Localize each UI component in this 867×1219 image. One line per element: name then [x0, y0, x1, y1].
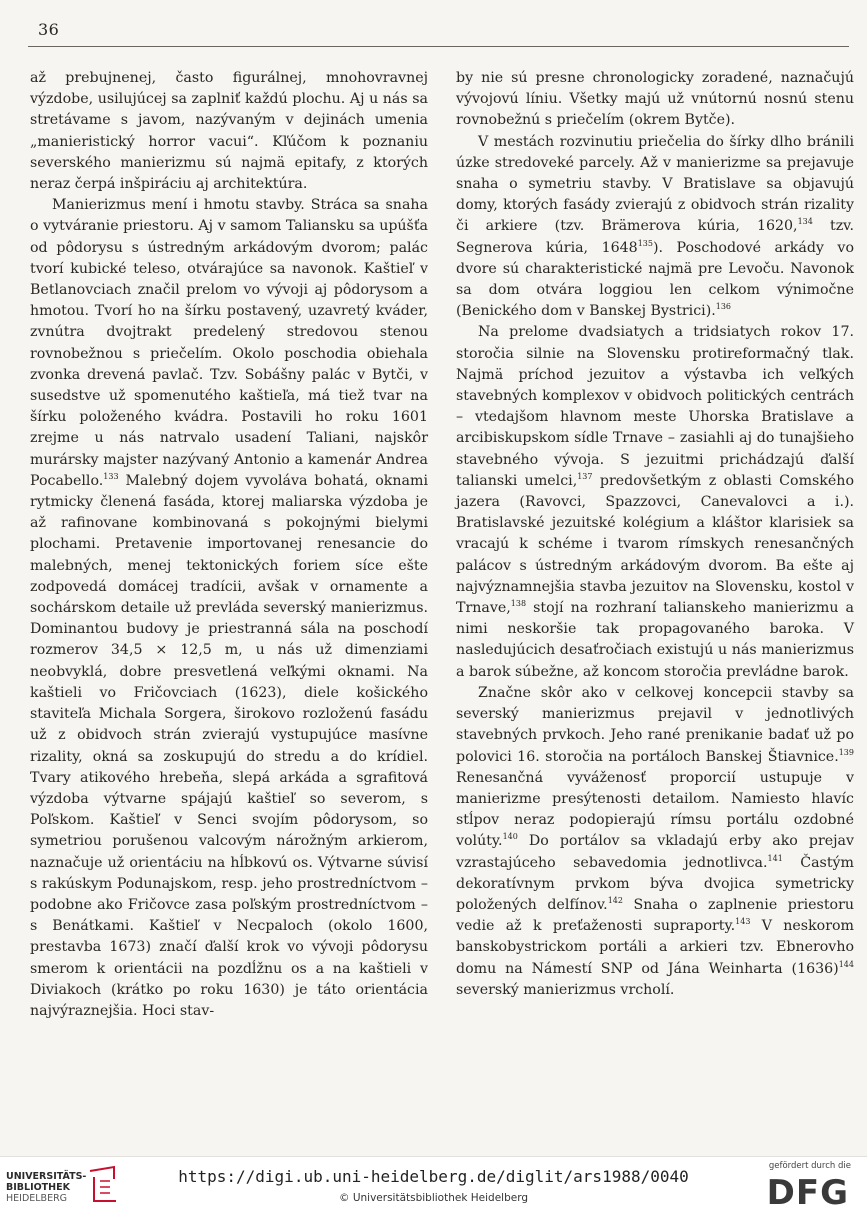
footnote-ref: 134	[797, 217, 813, 227]
viewer-footer	[0, 1156, 867, 1219]
footnote-ref: 141	[767, 853, 783, 863]
footnote-ref: 140	[502, 832, 518, 842]
header-rule	[28, 46, 849, 47]
footnote-ref: 136	[715, 302, 732, 312]
copyright-text: © Universitätsbibliothek Heidelberg	[338, 1192, 528, 1204]
paragraph-text: Malebný dojem vyvoláva bohatá, oknami rytmicky členená fasáda, ktorej maliarska výzdoba je až rafinovane kombinovaná s pokojnými bielymi plochami. Pretavenie importovanej renesancie do malebných, menej tektonických foriem síce ešte zodpovedá domácej tradícii, avšak v ornamente a sochárskom detaile už prevláda severský manierizmus. Dominantou budovy je priestranná sála na poschodí rozmerov 34,5 × 12,5 m, u nás už dimenziami neobvyklá, dobre presvetlená veľkými oknami. Na kaštieli vo Fričovciach (1623), diele košického staviteľa Michala Sorgera, širokovo rozloženú fasádu už z obidvoch strán zvierajú vystupujúce masívne rizality, okná sa zoskupujú do stredu a do krídiel. Tvary atikového hrebeňa, slepá arkáda a sgrafitová výzdoba výtvarne spájajú kaštieľ so severom, s Poľskom. Kaštieľ v Senci svojím pôdorysom, so symetriou porušenou valcovým nárožným arkierom, naznačuje už orientáciu na hĺbkovú os. Výtvarne súvisí s rakúskym Podunajskom, resp. jeho prostredníctvom – podobne ako Fričovce zasa poľským prostredníctvom – s Benátkami. Kaštieľ v Necpaloch (okolo 1600, prestavba 1673) značí ďalší krok vo vývoji pôdorysu smerom k orientácii na pozdĺžnu os a na kaštieli v Diviakoch (krátko po roku 1630) je táto orientácia najvýraznejšia. Hoci stav-	[30, 472, 428, 1019]
paragraph-text: predovšetkým z oblasti Comského jazera (Ravovci, Spazzovci, Canevalovci a i.). Bratislavské jezuitské kolégium a kláštor klarisiek sa vracajú k schéme i tvarom rímskych renesančných palácov s ústredným arkádovým dvorom. Ba ešte aj najvýznamnejšia stavba jezuitov na Slovensku, kostol v Trnave,	[456, 472, 854, 617]
paragraph-text: V neskorom banskobystrickom portáli a arkieri tzv. Ebnerovho domu na Námestí SNP od Jána Weinharta (1636)	[456, 918, 854, 977]
footnote-ref: 135	[637, 238, 653, 248]
library-name-line2: BIBLIOTHEK	[6, 1182, 70, 1193]
paragraph	[456, 322, 854, 682]
library-name-line1: UNIVERSITÄTS-	[6, 1171, 87, 1182]
footnote-ref: 138	[510, 599, 527, 609]
paragraph	[30, 195, 428, 1022]
paragraph-text: by nie sú presne chronologicky zoradené, naznačujú vývojovú líniu. Všetky majú už vnútornú nosnú stenu rovnobežnú s priečelím (okrem Bytče).	[456, 70, 854, 129]
paragraph	[30, 68, 428, 195]
paragraph-text: Renesančná vyváženosť proporcií ustupuje v manierizme presýtenosti detailom. Namiesto hlavíc stĺpov neraz podopierajú rímsu portálu ozdobné volúty.	[456, 769, 854, 850]
footnote-ref: 139	[838, 747, 854, 757]
permalink-url[interactable]: https://digi.ub.uni-heidelberg.de/diglit/ars1988/0040	[178, 1167, 689, 1186]
paragraph	[456, 68, 854, 132]
page-number: 36	[38, 20, 60, 39]
paragraph-text: V mestách rozvinutiu priečelia do šírky dlho bránili úzke stredoveké parcely. Až v manierizme sa prejavuje snaha o symetriu stavby. V Bratislave sa objavujú domy, ktorých fasády zvierajú z obidvoch strán rizality či arkiere (tzv. Brämerova kúria, 1620,	[456, 133, 854, 235]
paragraph-text: Do portálov sa vkladajú erby ako prejav vzrastajúceho sebavedomia jednotlivca.	[456, 833, 854, 871]
dfg-logo[interactable]	[755, 1161, 855, 1215]
paragraph-text: tzv. Segnerova kúria, 1648	[456, 218, 855, 256]
dfg-funding-text: gefördert durch die	[768, 1161, 851, 1171]
paragraph-text: severský manierizmus vrcholí.	[456, 981, 675, 998]
paragraph-text: Manierizmus mení i hmotu stavby. Stráca sa snaha o vytváranie priestoru. Aj v samom Taliansku sa upúšťa od pôdorysu s ústredným arkádovým dvorom; palác tvorí kubické teleso, otvárajúce sa navonok. Kaštieľ v Betlanovciach značil prelom vo vývoji aj pôdorysom a hmotou. Tvorí ho na šírku postavený, uzavretý kváder, zvnútra dvojtrakt predelený stredovou stenou rovnobežnou s priečelím. Okolo poschodia obiehala zvonka drevená pavlač. Tzv. Sobášny palác v Bytči, v susedstve už spomenutého kaštieľa, má tiež tvar na šírku položeného kvádra. Postavili ho roku 1601 zrejme u nás natrvalo usadení Taliani, najskôr murársky majster nazývaný Antonio a kamenár Andrea Pocabello.	[30, 197, 428, 489]
footnote-ref: 137	[577, 471, 593, 481]
paragraph-text: ). Poschodové arkády vo dvore sú charakteristické najmä pre Levoču. Navonok sa dom otvára loggiou len celkom výnimočne (Benického dom v Banskej Bystrici).	[456, 239, 854, 320]
paragraph-text: Značne skôr ako v celkovej koncepcii stavby sa severský manierizmus prejavil v jednotlivých stavebných prvkoch. Jeho rané prenikanie badať už po polovici 16. storočia na portáloch Banskej Štiavnice.	[456, 684, 854, 765]
paragraph-text: stojí na rozhraní talianskeho manierizmu a nimi neskoršie tak propagovaného baroka. V nasledujúcich desaťročiach existujú u nás manierizmus a barok súbežne, až koncom storočia prevládne barok.	[456, 600, 854, 680]
paragraph-text: až prebujnenej, často figurálnej, mnohovravnej výzdobe, usilujúcej sa zaplniť každú plochu. Aj u nás sa stretávame s javom, nazývaným v dejinách umenia „manieristický horror vacui“. Kľúčom k poznaniu severského manierizmu sú najmä epitafy, z ktorých neraz čerpá inšpiráciu aj architektúra.	[30, 70, 428, 193]
paragraph	[456, 683, 854, 1001]
paragraph	[456, 132, 854, 323]
library-name-line3: HEIDELBERG	[6, 1193, 68, 1204]
right-text-column	[456, 68, 854, 1001]
footnote-ref: 144	[838, 959, 854, 969]
footnote-ref: 142	[607, 895, 623, 905]
dfg-logo-text: DFG	[766, 1173, 849, 1213]
footnote-ref: 143	[735, 917, 751, 927]
paragraph-text: Na prelome dvadsiatych a tridsiatych rokov 17. storočia silnie na Slovensku protireformačný tlak. Najmä príchod jezuitov a výstavba ich veľkých stavebných komplexov v obidvoch politických centrách – vtedajšom hlavnom meste Uhorska Bratislave a arcibiskupskom sídle Trnave – zasiahli aj do tunajšieho stavebného vývoja. S jezuitmi prichádzajú ďalší talianski umelci,	[456, 324, 854, 489]
footnote-ref: 133	[103, 471, 119, 481]
paragraph-text: Snaha o zaplnenie priestoru vedie až k preťaženosti supraporty.	[456, 896, 854, 935]
left-text-column	[30, 68, 428, 1022]
paragraph-text: Častým dekoratívnym prvkom býva dvojica symetricky položených delfínov.	[456, 854, 854, 913]
